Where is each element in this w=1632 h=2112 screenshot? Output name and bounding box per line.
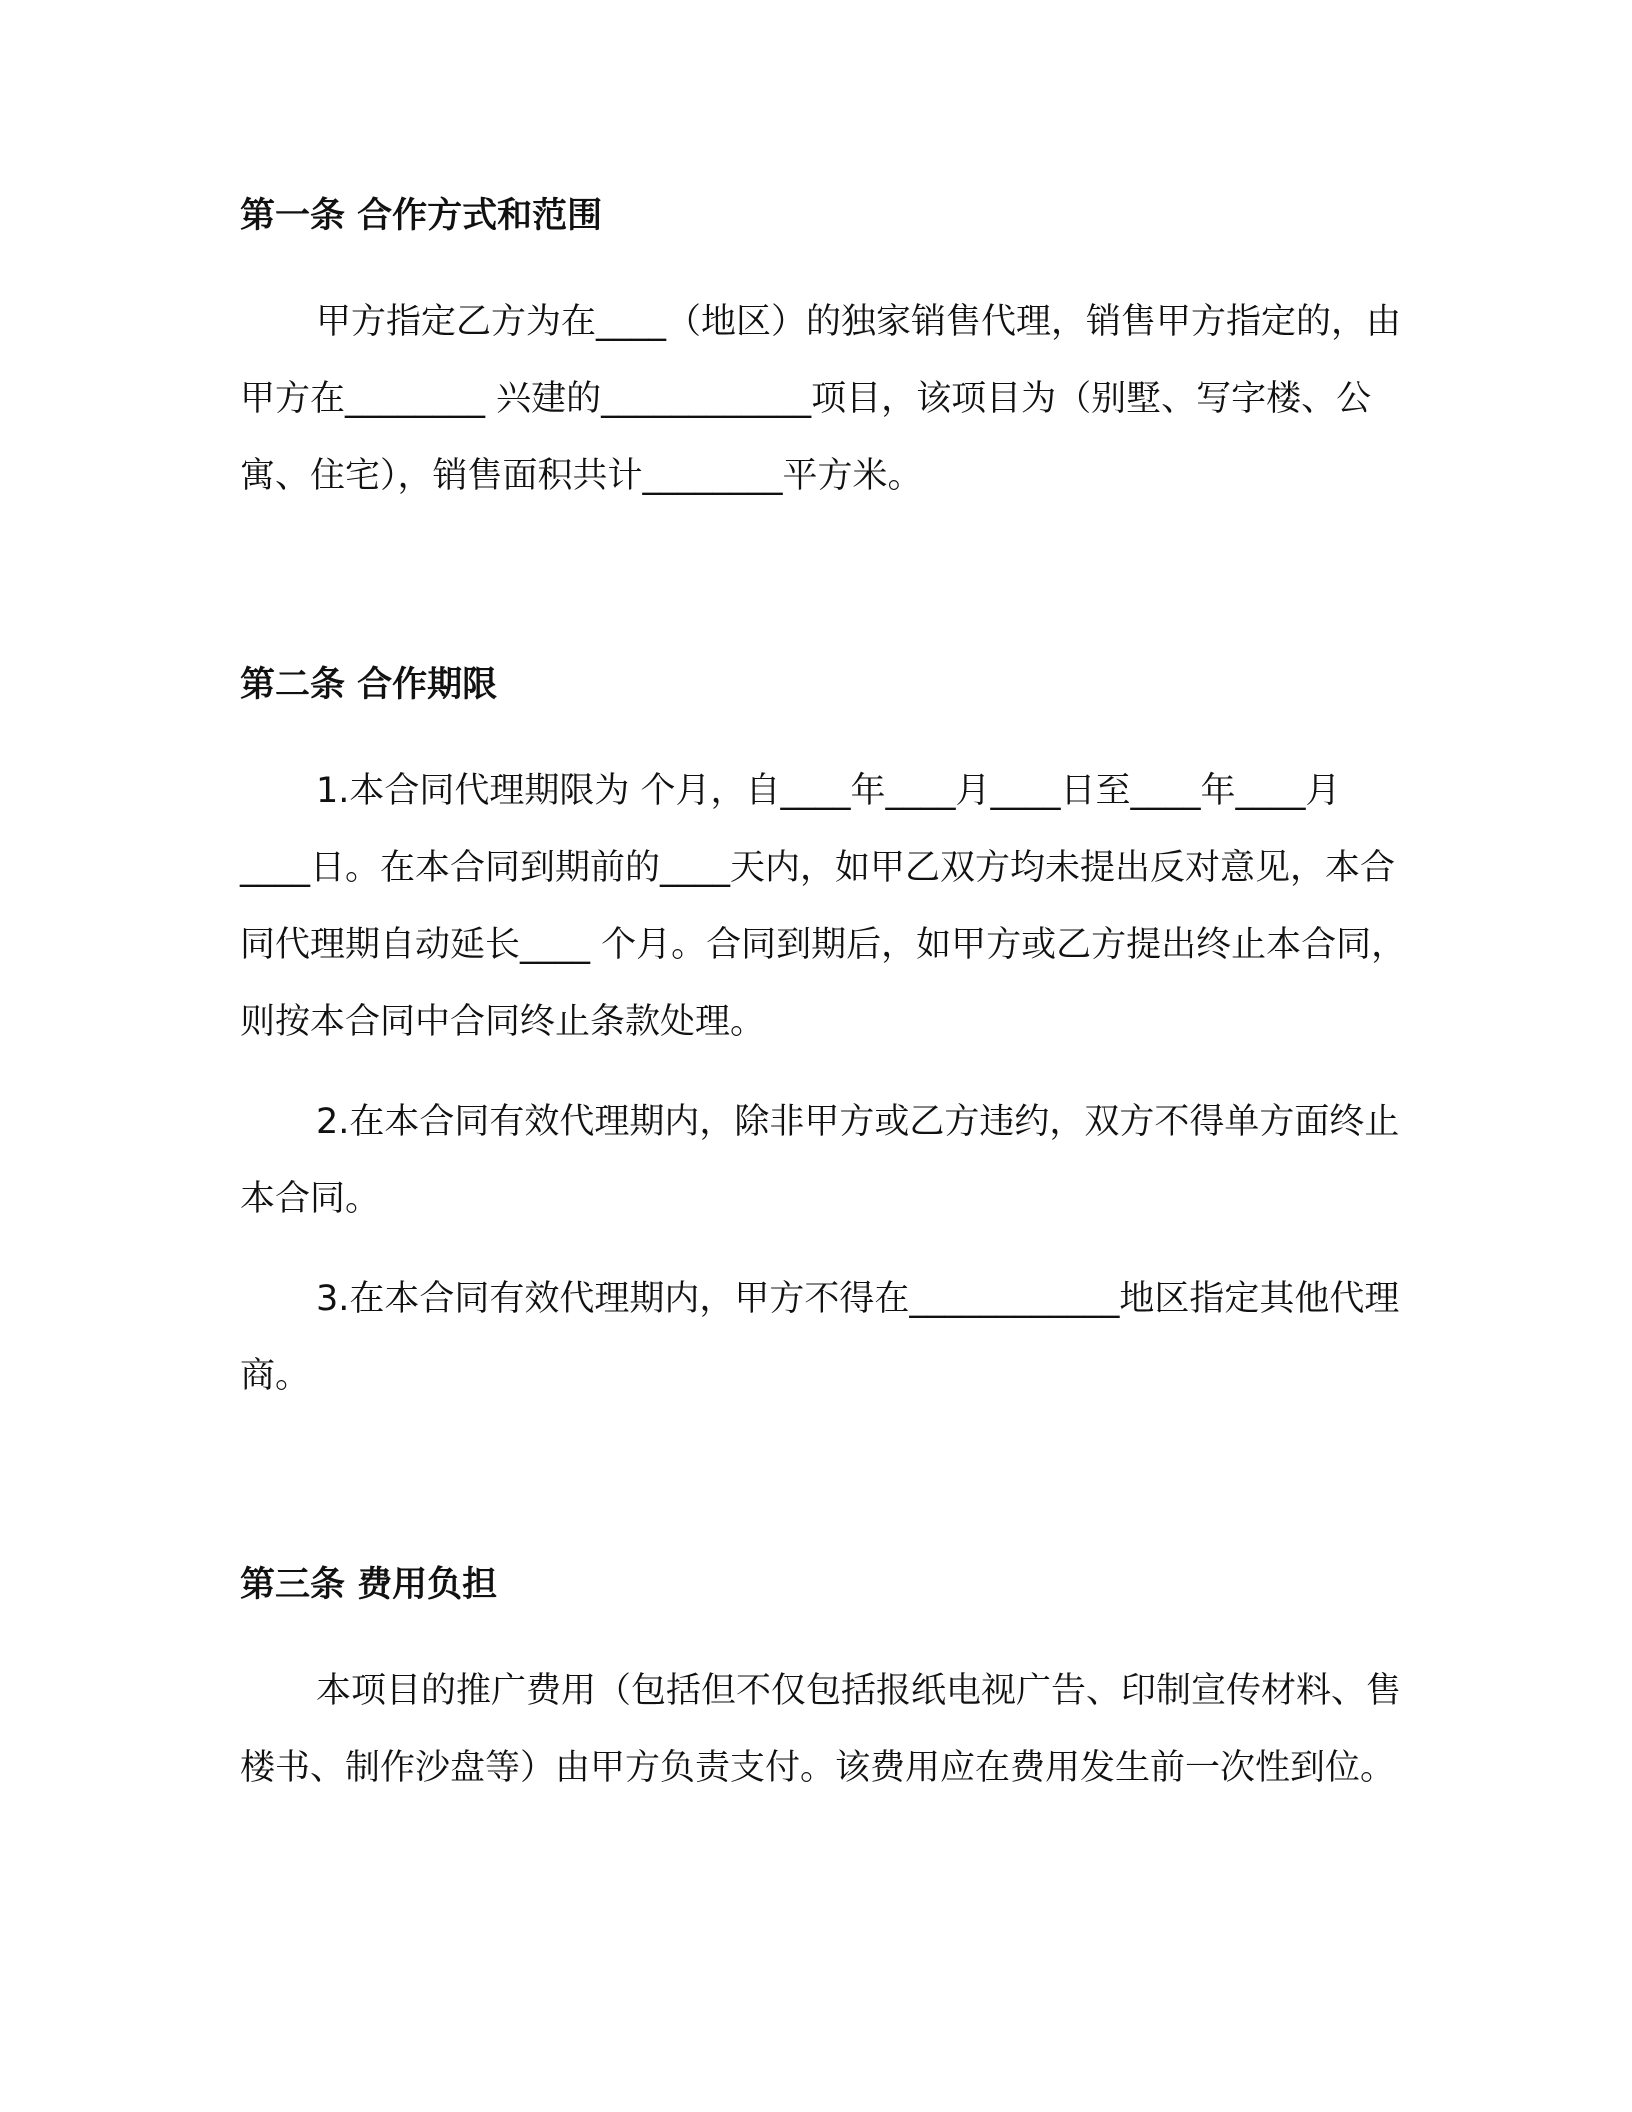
section-2 [240,657,1410,1415]
section-3 [240,1557,1410,1807]
section-heading: 第三条 费用负担 [240,1565,498,1605]
section-paragraph: 甲方指定乙方为在____（地区）的独家销售代理，销售甲方指定的，由甲方在________ 兴建的____________项目，该项目为（别墅、写字楼、公寓、住宅），销售面积共计________平方米。 [240,302,1402,496]
section-heading: 第二条 合作期限 [240,665,498,705]
section-paragraph: 本项目的推广费用（包括但不仅包括报纸电视广告、印制宣传材料、售楼书、制作沙盘等）由甲方负责支付。该费用应在费用发生前一次性到位。 [240,1671,1402,1788]
section-1 [240,188,1410,515]
document-body [240,188,1410,1807]
section-paragraph: 1.本合同代理期限为 个月，自____年____月____日至____年____月____日。在本合同到期前的____天内，如甲乙双方均未提出反对意见，本合同代理期自动延长____ 个月。合同到期后，如甲方或乙方提出终止本合同，则按本合同中合同终止条款处理。 [240,771,1407,1042]
section-paragraph: 3.在本合同有效代理期内，甲方不得在____________地区指定其他代理商。 [240,1279,1400,1396]
section-paragraph: 2.在本合同有效代理期内，除非甲方或乙方违约，双方不得单方面终止本合同。 [240,1102,1400,1219]
section-heading: 第一条 合作方式和范围 [240,196,603,236]
